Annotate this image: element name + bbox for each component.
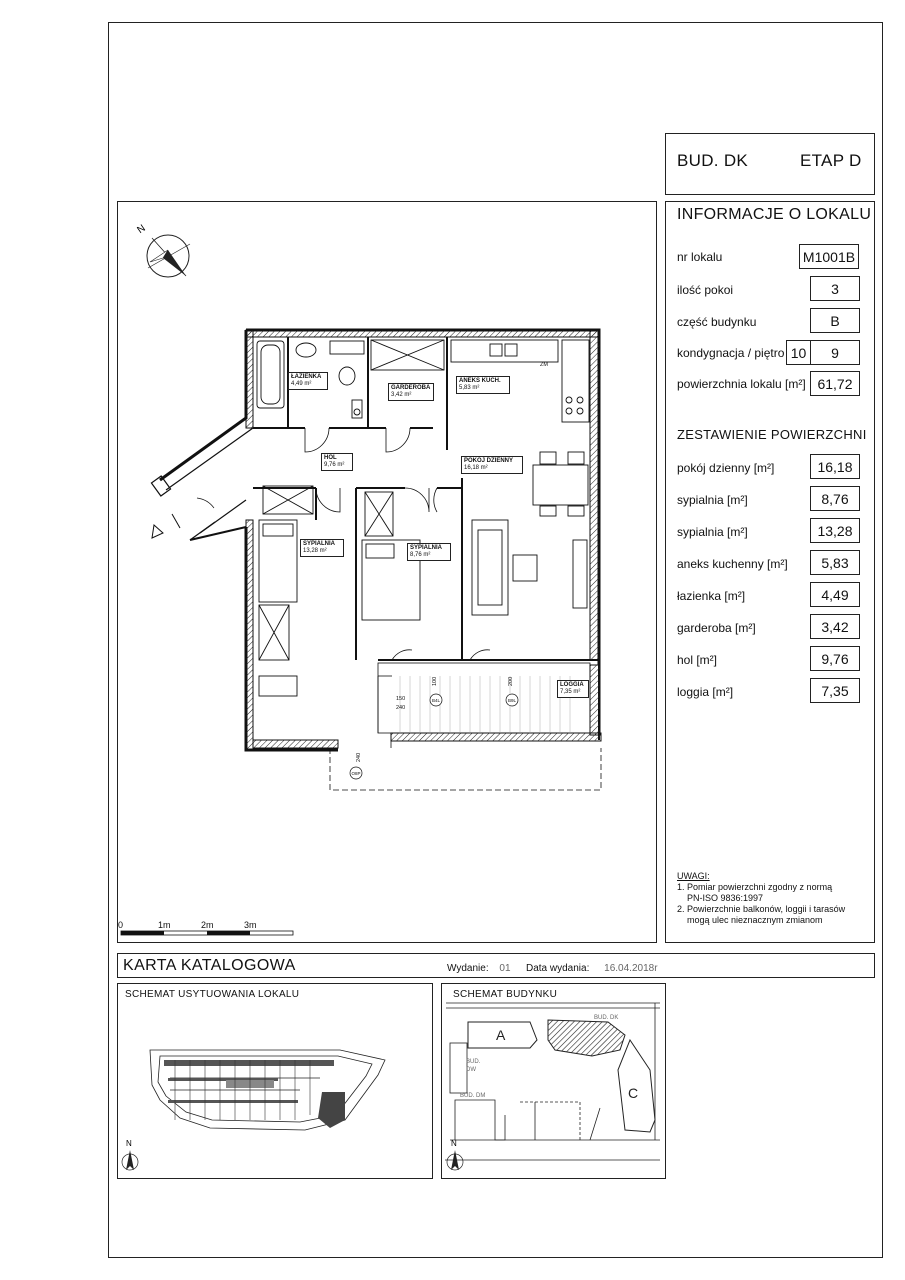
- room-name: POKÓJ DZIENNY: [464, 458, 514, 464]
- info-value-rooms: 3: [810, 276, 860, 301]
- building-label: BUD. DK: [677, 151, 749, 170]
- info-value-floor: 9: [810, 340, 860, 365]
- scale-2m: 2m: [201, 920, 214, 930]
- building-dk-label: BUD. DK: [594, 1015, 619, 1021]
- area-label-bathroom: łazienka [m²]: [677, 589, 746, 603]
- area-label-hall: hol [m²]: [677, 653, 718, 667]
- room-name: SYPIALNIA: [410, 545, 443, 551]
- dim-150: 150: [396, 696, 406, 702]
- edition-value: 01: [499, 963, 511, 974]
- room-area: 7,35 m²: [560, 689, 581, 695]
- compass-n: N: [135, 222, 148, 237]
- notes-line-3: 2. Powierzchnie balkonów, loggii i tarasów: [677, 904, 846, 914]
- room-label-living: [461, 456, 523, 474]
- notes-line-2: PN-ISO 9836:1997: [687, 893, 764, 903]
- notes-line-4: mogą ulec nieznacznym zmianom: [687, 915, 823, 925]
- schema-building-map: [441, 983, 666, 1179]
- issue-date-value: 16.04.2018r: [604, 963, 658, 974]
- area-value-bedroom-1: 8,76: [810, 486, 860, 511]
- area-label-bedroom-1: sypialnia [m²]: [677, 493, 748, 507]
- highlighted-building: [548, 1020, 625, 1056]
- info-label-unit: nr lokalu: [677, 250, 723, 264]
- compass-icon: [147, 235, 190, 277]
- room-label-wardrobe: [388, 383, 434, 401]
- info-value-part: B: [810, 308, 860, 333]
- edition-label: Wydanie:: [447, 963, 489, 974]
- room-name: ŁAZIENKA: [291, 374, 322, 380]
- notes-line-1: 1. Pomiar powierzchni zgodny z normą: [677, 882, 833, 892]
- floor-plan: [117, 201, 657, 943]
- area-label-kitchen: aneks kuchenny [m²]: [677, 557, 788, 571]
- room-area: 13,28 m²: [303, 548, 327, 554]
- info-label-area: powierzchnia lokalu [m²]: [677, 377, 806, 391]
- info-title: INFORMACJE O LOKALU: [677, 206, 872, 223]
- room-area: 4,49 m²: [291, 381, 312, 387]
- room-name: ANEKS KUCH.: [459, 378, 501, 384]
- room-label-bedroom-small: [407, 543, 451, 561]
- room-label-bathroom: [288, 372, 328, 390]
- room-area: 16,18 m²: [464, 465, 488, 471]
- info-label-rooms: ilość pokoi: [677, 283, 734, 297]
- info-value-area: 61,72: [810, 371, 860, 396]
- issue-date-label: Data wydania:: [526, 963, 590, 974]
- schema-building-title: SCHEMAT BUDYNKU: [453, 989, 558, 1000]
- area-value-wardrobe: 3,42: [810, 614, 860, 639]
- scale-3m: 3m: [244, 920, 257, 930]
- info-value-unit: M1001B: [799, 244, 859, 269]
- notes-title: UWAGI:: [677, 871, 710, 881]
- area-label-loggia: loggia [m²]: [677, 685, 734, 699]
- building-a-label: A: [496, 1027, 506, 1043]
- room-label-kitchen: [456, 376, 510, 394]
- tag-b4l-text: B4L: [431, 698, 441, 703]
- notes: [677, 871, 845, 926]
- stage-label: ETAP D: [800, 151, 862, 170]
- area-value-bedroom-2: 13,28: [810, 518, 860, 543]
- north-arrow-icon: [122, 1150, 138, 1170]
- dim-200: 200: [508, 676, 514, 686]
- room-label-hall: [321, 453, 353, 471]
- area-value-hall: 9,76: [810, 646, 860, 671]
- building-compass-n: N: [451, 1139, 457, 1148]
- dim-240b: 240: [356, 752, 362, 762]
- area-value-loggia: 7,35: [810, 678, 860, 703]
- dim-100: 100: [432, 676, 438, 686]
- area-value-kitchen: 5,83: [810, 550, 860, 575]
- area-value-bathroom: 4,49: [810, 582, 860, 607]
- edition: [447, 963, 511, 974]
- area-label-bedroom-2: sypialnia [m²]: [677, 525, 748, 539]
- room-area: 9,76 m²: [324, 462, 345, 468]
- info-label-part: część budynku: [677, 315, 757, 329]
- info-value-storey: 10: [786, 340, 810, 365]
- info-label-floor: kondygnacja / piętro: [677, 346, 785, 360]
- zm-mark: ZM: [540, 362, 548, 368]
- areas-title: ZESTAWIENIE POWIERZCHNI: [677, 427, 867, 442]
- room-area: 3,42 m²: [391, 392, 412, 398]
- catalog-title: KARTA KATALOGOWA: [123, 957, 296, 974]
- room-name: SYPIALNIA: [303, 541, 336, 547]
- room-name: HOL: [324, 455, 337, 461]
- location-compass-n: N: [126, 1139, 132, 1148]
- tag-b9l-text: B9L: [507, 698, 517, 703]
- room-name: GARDEROBA: [391, 385, 431, 391]
- issue-date: [526, 963, 658, 974]
- building-dm-label: BUD. DM: [460, 1093, 486, 1099]
- area-value-living: 16,18: [810, 454, 860, 479]
- room-area: 5,83 m²: [459, 385, 480, 391]
- building-c-label: C: [628, 1085, 639, 1101]
- room-name: LOGGIA: [560, 682, 584, 688]
- scale-1m: 1m: [158, 920, 171, 930]
- unit-highlight: [318, 1092, 345, 1128]
- room-label-loggia: [557, 680, 589, 698]
- scale-0: 0: [118, 920, 124, 930]
- dim-240: 240: [396, 705, 406, 711]
- room-label-bedroom-large: [300, 539, 344, 557]
- room-area: 8,76 m²: [410, 552, 431, 558]
- scale-bar: [121, 931, 293, 935]
- area-label-living: pokój dzienny [m²]: [677, 461, 775, 475]
- building-dw-label-1: BUD.: [466, 1059, 481, 1065]
- building-dw-label-2: DW: [466, 1067, 476, 1073]
- schema-location-title: SCHEMAT USYTUOWANIA LOKALU: [125, 989, 300, 1000]
- tag-o8p-text: O8P: [351, 771, 361, 776]
- area-label-wardrobe: garderoba [m²]: [677, 621, 756, 635]
- schema-location-map: [117, 983, 433, 1179]
